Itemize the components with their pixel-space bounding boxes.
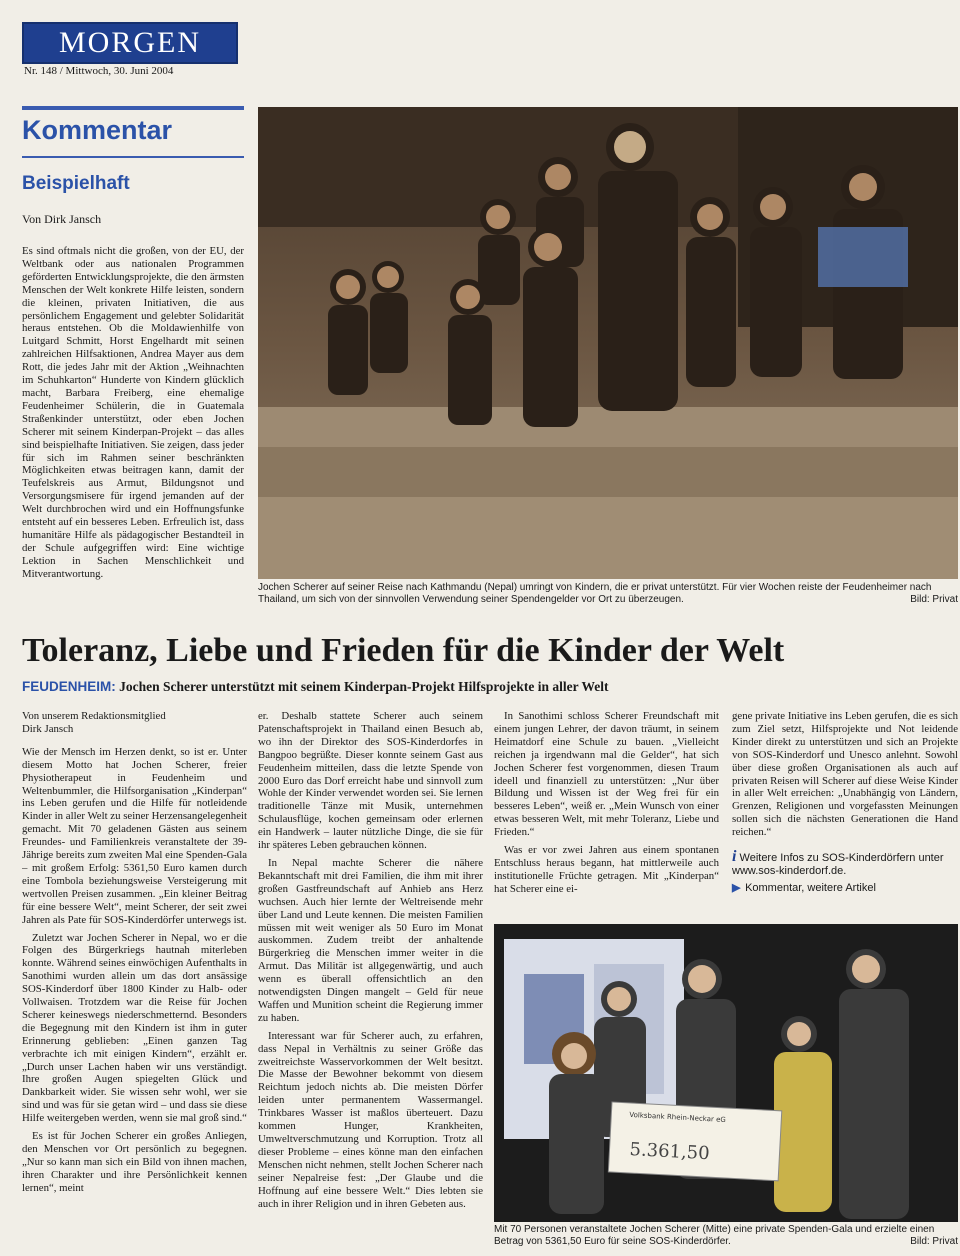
- cheque-bank: Volksbank Rhein-Neckar eG: [629, 1110, 727, 1124]
- article-column-3: [494, 710, 719, 915]
- paragraph: Was er vor zwei Jahren aus einem spontanen Entschluss heraus begann, hat mittlerweile auch institutionelle Früchte getragen. Mit „Kinderpan“ hat Scherer eine ei-: [494, 844, 719, 895]
- article-column-1: [22, 710, 247, 1256]
- article-column-2: [258, 710, 483, 1256]
- photo-gala-illustration: [494, 924, 958, 1222]
- paragraph: Wie der Mensch im Herzen denkt, so ist er. Unter diesem Motto hat Jochen Scherer, freier Physiotherapeut in Feudenheim und Weltenbummler, die Hilfsorganisation „Kinderpan“ ins Leben gerufen und die Hilfe für notleidende Kinder in aller Welt zu seiner Herzensangelegenheit gemacht. Mit 70 geladenen Gästen aus seinem Freundes- und Familienkreis veranstaltete der 39-Jährige bereits zum zweiten Mal eine Spenden-Gala – mit großem Erfolg: 5361,50 Euro kamen durch eine Tombola beziehungsweise Versteigerung mit wertvollen Preisen zusammen. „Ein kleiner Beitrag für eine bessere Welt“, meint Scherer, der seit zwei Jahren als Pate für SOS-Kinderdörfer unterwegs ist.: [22, 745, 247, 926]
- issue-line: Nr. 148 / Mittwoch, 30. Juni 2004: [24, 65, 174, 77]
- photo-gala-caption: [494, 1224, 958, 1248]
- paragraph: Interessant war für Scherer auch, zu erfahren, dass Nepal in Verhältnis zu seiner Größe das zweitreichste Wasservorkommen der Welt besitzt. Die Masse der Bewohner bekommt von diesem Reichtum jedoch nichts ab. Die meisten Dörfer leiden unter permanentem Wassermangel. Trinkbares Wasser ist maßlos überteuert. Dazu kommen Hunger, Krankheiten, Umweltverschmutzung und Korruption. Trotz all dieser Probleme – eines könne man den einfachen Menschen nicht nehmen, stellt Jochen Scherer nach seiner Nepalreise fest: „Der Glaube und die Hoffnung auf eine bessere Welt.“ Dies lebten sie auch in ihrer Religion und in ihren Gebeten aus.: [258, 1029, 483, 1210]
- photo-credit: Bild: Privat: [910, 594, 958, 605]
- section-title: Kommentar: [22, 115, 173, 145]
- comment-author: Von Dirk Jansch: [22, 212, 102, 226]
- caption-text: Mit 70 Personen veranstaltete Jochen Scherer (Mitte) eine private Spenden-Gala und erzielte einen Betrag von 5361,50 Euro für seine SOS-Kinderdörfer.: [494, 1224, 935, 1247]
- paragraph: Zuletzt war Jochen Scherer in Nepal, wo er die Folgen des Bürgerkriegs hautnah miterleben konnte. Während seines einwöchigen Aufenthalts in Sanothimi wurden allein um das dort ansässige SOS-Kinderdorf über 1800 Kinder zu Halb- oder Vollwaisen. Trotzdem war die Reise für Jochen Scherer keineswegs niederschmetternd. Besonders die Begegnung mit den Kindern ist ihm in guter Erinnerung geblieben: „Einen ganzen Tag verbrachte ich mit einigen Kindern“, erzählt er. „Durch unser Lachen haben wir uns verständigt. Ihre großen Augen spiegelten Glück und Dankbarkeit wider. Sie wissen sehr wohl, wer sie sind und was für sie getan wird – und dass sie diese Hilfe weitergeben werden, wenn sie mal groß sind.“: [22, 931, 247, 1125]
- paragraph: In Sanothimi schloss Scherer Freundschaft mit einem jungen Lehrer, der davon träumt, in seinem Heimatdorf eine Schule zu bauen. „Vielleicht reichen ja irgendwann mal die Gelder“, hat sich Jochen Scherer fest vorgenommen, diesen Traum ideell und finanziell zu unterstützen: „Nur über Bildung und Wissen ist der Weg frei für ein besseres Leben“, weiß er. „Mein Wunsch von einer etwas besseren Welt, mit mehr Toleranz, Liebe und Frieden.“: [494, 710, 719, 839]
- masthead-logo: MORGEN: [22, 22, 238, 64]
- article-kicker: FEUDENHEIM:: [22, 679, 116, 694]
- paragraph: In Nepal machte Scherer die nähere Bekanntschaft mit drei Familien, die ihm mit ihrer großen Gastfreundschaft auf Anhieb ans Herz wuchsen. Auch hier lernte der Weltreisende mehr über Land und Leute kennen. Die meisten Familien müssen mit weit weniger als 50 Euro im Monat auskommen. Zudem treibt der anhaltende Bürgerkrieg die Menschen immer weiter in die Armut. Das Militär ist allgegenwärtig, und auch wenn es überall offensichtlich an den notwendigsten Dingen mangelt – Geld für neue Waffen und Munition scheint die Regierung immer zu haben.: [258, 856, 483, 1024]
- caption-text: Jochen Scherer auf seiner Reise nach Kathmandu (Nepal) umringt von Kindern, die er privat unterstützt. Für vier Wochen reiste der Feudenheimer nach Thailand, um sich von der sinnvollen Verwendung seiner Spendengelder vor Ort zu überzeugen.: [258, 582, 932, 605]
- byline-1: Von unserem Redaktionsmitglied: [22, 710, 166, 722]
- photo-gala: [494, 924, 958, 1222]
- article-subline: [22, 679, 608, 695]
- comment-body: [22, 245, 244, 585]
- paragraph: gene private Initiative ins Leben gerufen, die es sich zum Ziel setzt, Hilfsprojekte und Not leidende Kinder direkt zu unterstützen und sich an Projekte von SOS-Kinderdorf und Unesco anlehnt. Sowohl über diese großen Organisationen als auch auf privaten Reisen will Scherer auf diese Weise Kinder in aller Welt erreichen: „Unabhängig von Ländern, Grenzen, Religionen und vorgefassten Meinungen sollen sich die nächsten Generationen die Hand reichen.“: [732, 710, 958, 839]
- arrow-icon: ▶: [732, 882, 741, 894]
- info-icon: i: [732, 848, 737, 865]
- paragraph: Es ist für Jochen Scherer ein großes Anliegen, den Menschen vor Ort persönlich zu begegnen. „Nur so kann man sich ein Bild von ihnen machen, ihren Charakter und ihre Persönlichkeit kennen lernen“, meint: [22, 1130, 247, 1194]
- photo-kathmandu-illustration: [258, 107, 958, 579]
- article-column-4: [732, 710, 958, 845]
- section-rule: [22, 106, 244, 110]
- cheque-amount: 5.361,50: [628, 1138, 711, 1165]
- info-box: [732, 850, 958, 895]
- article-headline: Toleranz, Liebe und Frieden für die Kinder der Welt: [22, 632, 785, 669]
- section-rule-thin: [22, 156, 244, 158]
- byline-2: Dirk Jansch: [22, 722, 74, 735]
- paragraph: er. Deshalb stattete Scherer auch seinem Patenschaftsprojekt in Thailand einen Besuch ab, wo ihn der Direktor des SOS-Kinderdorfes in Bangpoo begrüßte. Dieser konnte seinem Gast aus Feudenheim mitteilen, dass die letzte Spende von 2000 Euro das Dorf erreicht habe und sinnvoll zum Wohle der Kinder verwendet worden sei. Sie lernen traditionelle Tänze mit Musik, unternehmen Schulausflüge, kochen gemeinsam oder erlernen ein Handwerk – lauter nützliche Dinge, die sie für ihr späteres Leben gebrauchen können.: [258, 710, 483, 852]
- photo-credit: Bild: Privat: [910, 1236, 958, 1247]
- photo-kathmandu-caption: [258, 582, 958, 606]
- comment-text: Es sind oftmals nicht die großen, von der EU, der Weltbank oder aus nationalen Programmen geförderten Entwicklungsprojekte, die den ärmsten Menschen der Welt konkrete Hilfe leisten, sondern die kleinen, privaten Initiativen, die aus persönlichem Engagement und gelebter Solidarität heraus entstehen. Ob die Moldawienhilfe von Luitgard Schmitt, Horst Engelhardt mit seinen zahlreichen Hilfsaktionen, Andrea Mayer aus dem Rott, die jedes Jahr mit der Aktion „Weihnachten im Schuhkarton“ Hunderte von Kindern glücklich macht, Barbara Freiberg, eine ehemalige Feudenheimer Schülerin, die in Guatemala Straßenkinder unterstützt, oder eben Jochen Scherer mit seinem Kinderpan-Projekt – das alles sind beispielhafte Initiativen. Sie zeigen, dass jeder für sich im Rahmen seiner beschränkten Möglichkeiten etwas beitragen kann, damit der Teufelskreis aus Armut, Bildungsnot und Versorgungsmisere für irgend jemanden auf der Welt durchbrochen wird und ein Hoffnungsfunke entsteht auf ein besseres Leben. Erfreulich ist, dass humanitäre Hilfe als pädagogischer Bestandteil in der Schule aufgegriffen wird: Eine wichtige Lektion in Sachen Menschlichkeit und Mitverantwortung.: [22, 245, 244, 580]
- info-link[interactable]: Kommentar, weitere Artikel: [745, 882, 876, 894]
- article-subline-text: Jochen Scherer unterstützt mit seinem Kinderpan-Projekt Hilfsprojekte in aller Welt: [119, 679, 609, 694]
- photo-kathmandu: [258, 107, 958, 579]
- info-text: Weitere Infos zu SOS-Kinderdörfern unter www.sos-kinderdorf.de.: [732, 852, 944, 877]
- comment-title: Beispielhaft: [22, 173, 130, 194]
